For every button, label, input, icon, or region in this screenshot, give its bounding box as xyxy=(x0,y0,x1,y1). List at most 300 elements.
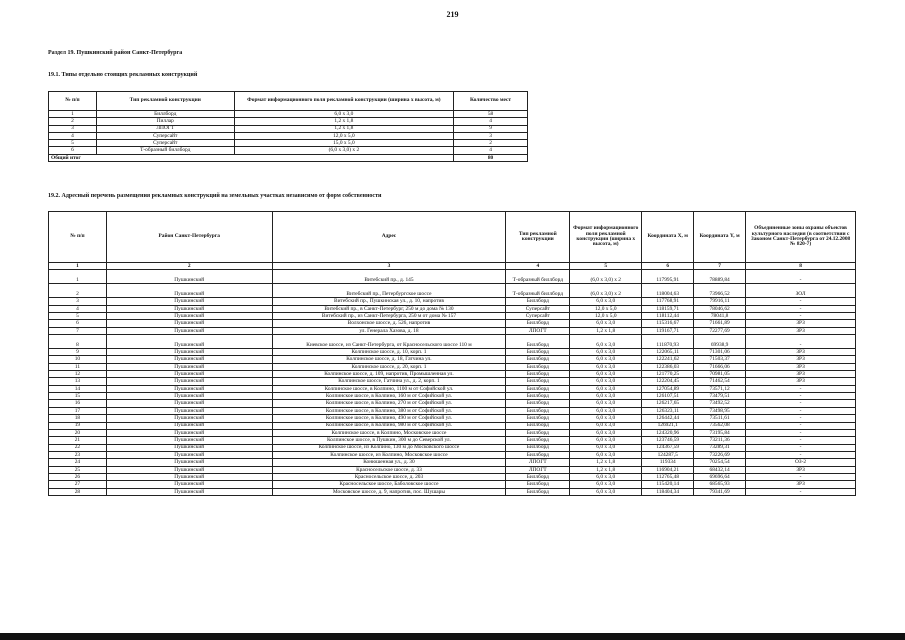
table-cell: 79916,11 xyxy=(694,298,746,305)
table-cell: ЗРЗ xyxy=(746,481,856,488)
table-row xyxy=(49,320,856,327)
table-cell: - xyxy=(746,451,856,458)
column-index: 5 xyxy=(570,263,642,270)
table-cell: Суперсайт xyxy=(506,305,570,312)
table-cell: 17 xyxy=(49,407,107,414)
table-cell: Пиллар xyxy=(96,118,234,125)
table-cell: 121770,25 xyxy=(642,371,694,378)
table-cell: 78041,8 xyxy=(694,313,746,320)
table-cell: 6,0 х 3,0 xyxy=(570,349,642,356)
table-cell: - xyxy=(746,473,856,480)
table-cell: Биллборд xyxy=(506,400,570,407)
table-cell: 15 xyxy=(49,393,107,400)
table-cell: 5 xyxy=(49,140,97,147)
table-cell: ЛПОГТ xyxy=(506,327,570,334)
table-cell: Витебский пр., д. 145 xyxy=(272,270,506,284)
table-cell: Пушкинский xyxy=(106,488,272,495)
table-cell: 71301,06 xyxy=(694,349,746,356)
table-row xyxy=(49,481,856,488)
table-cell: 118004,63 xyxy=(642,284,694,298)
table-cell: Пушкинский xyxy=(106,481,272,488)
table-cell: 6,0 х 3,0 xyxy=(570,298,642,305)
header-type: Тип рекламной конструкции xyxy=(506,212,570,263)
table-cell: 19 xyxy=(49,422,107,429)
table-cell: Пушкинский xyxy=(106,363,272,370)
table-cell: - xyxy=(746,270,856,284)
table-cell: ЗРЗ xyxy=(746,466,856,473)
table-cell: Биллборд xyxy=(506,335,570,349)
table-cell: 118404,34 xyxy=(642,488,694,495)
table-cell: Биллборд xyxy=(506,378,570,385)
table-cell: 13 xyxy=(49,378,107,385)
table-cell: 6,0 х 3,0 xyxy=(570,444,642,451)
table-cell: 20 xyxy=(49,429,107,436)
table-cell: ОЗ-2 xyxy=(746,459,856,466)
table-cell: ЛПОГТ xyxy=(96,125,234,132)
table-cell: 126323,11 xyxy=(642,407,694,414)
table-cell: Биллборд xyxy=(96,111,234,118)
table-cell: 4 xyxy=(454,147,528,154)
table-cell: Биллборд xyxy=(506,429,570,436)
table-row xyxy=(49,378,856,385)
table-row xyxy=(49,313,856,320)
table-cell: ЗРЗ xyxy=(746,320,856,327)
table-cell: 1 xyxy=(49,270,107,284)
table-cell: 12,0 х 5,0 xyxy=(570,313,642,320)
table-cell: 6,0 х 3,0 xyxy=(570,400,642,407)
table-cell: Пушкинский xyxy=(106,298,272,305)
types-table xyxy=(48,91,528,162)
table-cell: 6,0 х 3,0 xyxy=(570,320,642,327)
table-cell: 69696,64 xyxy=(694,473,746,480)
table-row xyxy=(49,305,856,312)
table-row xyxy=(49,422,856,429)
table-cell: Пушкинский xyxy=(106,451,272,458)
address-table xyxy=(48,211,856,496)
table-row xyxy=(49,363,856,370)
table-cell: - xyxy=(746,298,856,305)
table-cell: Колпинское шоссе, в Колпино, 160 м от Софийской ул. xyxy=(272,393,506,400)
table-cell: Биллборд xyxy=(506,473,570,480)
table-cell: 3 xyxy=(454,132,528,139)
table-cell: Колпинское шоссе, д. 109, напротив, Промышленная ул. xyxy=(272,371,506,378)
table-cell: 6,0 х 3,0 xyxy=(570,385,642,392)
table-cell: 71666,06 xyxy=(694,363,746,370)
table-row xyxy=(49,118,528,125)
table-cell: 124320,96 xyxy=(642,429,694,436)
table-cell: Витебский пр., Петербургское шоссе xyxy=(272,284,506,298)
table-cell: 18 xyxy=(49,415,107,422)
table-row xyxy=(49,415,856,422)
table-cell: Киевское шоссе, из Санкт-Петербурга, от Красносельского шоссе 110 м xyxy=(272,335,506,349)
table-cell: (6,0 х 3,0) х 2 xyxy=(570,284,642,298)
table-cell: 6,0 х 3,0 xyxy=(570,473,642,480)
table-row xyxy=(49,284,856,298)
table-row xyxy=(49,125,528,132)
table-cell: - xyxy=(746,335,856,349)
table-cell: 71661,89 xyxy=(694,320,746,327)
table-cell: Пушкинский xyxy=(106,378,272,385)
table-cell: 127054,89 xyxy=(642,385,694,392)
table-cell: 3 xyxy=(49,125,97,132)
table-cell: Пушкинский xyxy=(106,407,272,414)
table-cell: 12,0 х 5,0 xyxy=(570,305,642,312)
table-row xyxy=(49,393,856,400)
table-cell: Волхонское шоссе, д. 526, напротив xyxy=(272,320,506,327)
table-cell: Пушкинский xyxy=(106,422,272,429)
table-cell: 124287,5 xyxy=(642,451,694,458)
table-cell: 4 xyxy=(49,132,97,139)
table-cell: 68432,14 xyxy=(694,466,746,473)
table-cell: 28 xyxy=(49,488,107,495)
table-cell: 117768,91 xyxy=(642,298,694,305)
table-cell: - xyxy=(746,488,856,495)
header-heritage-zone: Объединенные зоны охраны объектов культурного наследия (в соответствии с Законом Санкт-Петербурга от 24.12.2008 № 820-7) xyxy=(746,212,856,263)
table-cell: 1,2 х 1,8 xyxy=(234,118,453,125)
table-cell: - xyxy=(746,400,856,407)
column-index: 1 xyxy=(49,263,107,270)
table-cell: Витебский пр., из Санкт-Петербурга, 250 м от дома № 157 xyxy=(272,313,506,320)
table-cell: Колпинское шоссе, д. 10, корп. 1 xyxy=(272,349,506,356)
header-count: Количество мест xyxy=(454,92,528,111)
table-cell: 78889,84 xyxy=(694,270,746,284)
table-cell: 26 xyxy=(49,473,107,480)
table-cell: Колпинское шоссе, в Колпино, 1100 м от Софийской ул. xyxy=(272,385,506,392)
table-cell: ЗРЗ xyxy=(746,327,856,334)
table-cell: 117995,91 xyxy=(642,270,694,284)
table-cell: Красносельское шоссе, Баболовское шоссе xyxy=(272,481,506,488)
table-cell: 69938,9 xyxy=(694,335,746,349)
table-cell: Суперсайт xyxy=(96,140,234,147)
table-cell: ЗРЗ xyxy=(746,349,856,356)
header-district: Район Санкт-Петербурга xyxy=(106,212,272,263)
table-row xyxy=(49,147,528,154)
table-cell: 111870,93 xyxy=(642,335,694,349)
table-cell: 115420,14 xyxy=(642,481,694,488)
table-cell: ЗРЗ xyxy=(746,371,856,378)
table-cell: 6,0 х 3,0 xyxy=(570,415,642,422)
table-cell: Пушкинский xyxy=(106,400,272,407)
table-cell: - xyxy=(746,415,856,422)
table-cell: - xyxy=(746,422,856,429)
table-cell: 70981,05 xyxy=(694,371,746,378)
table-cell: 4 xyxy=(49,305,107,312)
table-cell: Пушкинский xyxy=(106,305,272,312)
table-row xyxy=(49,356,856,363)
table-cell: 4 xyxy=(454,118,528,125)
table-cell: 12,0 х 5,0 xyxy=(234,132,453,139)
table-cell: Пушкинский xyxy=(106,327,272,334)
table-cell: 6,0 х 3,0 xyxy=(570,488,642,495)
table-row xyxy=(49,488,856,495)
table-cell: Колпинское шоссе, в Колпино, 380 м от Софийской ул. xyxy=(272,407,506,414)
table-cell: Биллборд xyxy=(506,488,570,495)
header-num: № п/п xyxy=(49,212,107,263)
table-cell: Пушкинский xyxy=(106,459,272,466)
table-cell: 14 xyxy=(49,385,107,392)
table-cell: (6,0 х 3,0) х 2 xyxy=(570,270,642,284)
table-cell: - xyxy=(746,313,856,320)
table-row xyxy=(49,459,856,466)
types-table-body xyxy=(49,111,528,155)
table-cell: - xyxy=(746,385,856,392)
table-cell: 10 xyxy=(49,356,107,363)
table-row xyxy=(49,298,856,305)
total-row xyxy=(49,154,528,161)
table-row xyxy=(49,400,856,407)
table-cell: 5 xyxy=(49,313,107,320)
table-cell: Биллборд xyxy=(506,415,570,422)
table-row xyxy=(49,349,856,356)
table-cell: 73479,51 xyxy=(694,393,746,400)
table-cell: 16 xyxy=(49,400,107,407)
table-cell: Пушкинский xyxy=(106,429,272,436)
total-value: 80 xyxy=(454,154,528,161)
table-cell: Конюшенная ул., д. 30 xyxy=(272,459,506,466)
table-cell: 6,0 х 3,0 xyxy=(234,111,453,118)
table-cell: 73211,36 xyxy=(694,437,746,444)
table-cell: 119167,71 xyxy=(642,327,694,334)
table-cell: 12 xyxy=(49,371,107,378)
table-cell: 71462,54 xyxy=(694,378,746,385)
table-cell: - xyxy=(746,407,856,414)
column-index: 2 xyxy=(106,263,272,270)
table-cell: 126442,44 xyxy=(642,415,694,422)
table-cell: 6,0 х 3,0 xyxy=(570,481,642,488)
table-cell: Пушкинский xyxy=(106,320,272,327)
table-cell: 78046,62 xyxy=(694,305,746,312)
table-cell: 6,0 х 3,0 xyxy=(570,407,642,414)
table-cell: 122241,62 xyxy=(642,356,694,363)
table-cell: 68565,93 xyxy=(694,481,746,488)
table-cell: Витебский пр., в Санкт-Петербург, 250 м до дома № 130 xyxy=(272,305,506,312)
table-row xyxy=(49,140,528,147)
column-index-row xyxy=(49,263,856,270)
table-cell: 21 xyxy=(49,437,107,444)
table-cell: 73562,08 xyxy=(694,422,746,429)
page-number: 219 xyxy=(446,10,459,19)
header-format: Формат информационного поля рекламной конструкции (ширина х высота, м) xyxy=(234,92,453,111)
table-cell: Пушкинский xyxy=(106,371,272,378)
table-cell: Пушкинский xyxy=(106,270,272,284)
table-row xyxy=(49,327,856,334)
table-cell: 73966,52 xyxy=(694,284,746,298)
table-cell: 6 xyxy=(49,147,97,154)
table-cell: 73498,95 xyxy=(694,407,746,414)
table-cell: ЗРЗ xyxy=(746,378,856,385)
address-table-body xyxy=(49,270,856,496)
table-cell: Пушкинский xyxy=(106,356,272,363)
table-row xyxy=(49,466,856,473)
section-title: Раздел 19. Пушкинский район Санкт-Петербурга xyxy=(48,50,183,56)
table-cell: 6,0 х 3,0 xyxy=(570,371,642,378)
table-cell: 115316,67 xyxy=(642,320,694,327)
table-cell: Пушкинский xyxy=(106,385,272,392)
table-cell: 1,2 х 1,8 xyxy=(570,459,642,466)
table-row xyxy=(49,270,856,284)
table-cell: Колпинское шоссе, в Колпино, 980 м от Софийской ул. xyxy=(272,422,506,429)
table-cell: ЛПОГТ xyxy=(506,459,570,466)
table-cell: Биллборд xyxy=(506,407,570,414)
table-cell: ЛПОГТ xyxy=(506,466,570,473)
table-row xyxy=(49,437,856,444)
table-cell: 126217,65 xyxy=(642,400,694,407)
table-cell: ЗРЗ xyxy=(746,356,856,363)
table-row xyxy=(49,371,856,378)
table-cell: 79341,69 xyxy=(694,488,746,495)
table-cell: Биллборд xyxy=(506,444,570,451)
table-cell: 122386,03 xyxy=(642,363,694,370)
table-cell: - xyxy=(746,429,856,436)
column-index: 8 xyxy=(746,263,856,270)
table-row xyxy=(49,444,856,451)
table-cell: 123746,59 xyxy=(642,437,694,444)
table-row xyxy=(49,385,856,392)
header-num: № п/п xyxy=(49,92,97,111)
table-cell: Суперсайт xyxy=(96,132,234,139)
table-cell: Витебский пр., Пушкинская ул., д. 10, напротив xyxy=(272,298,506,305)
table-cell: Красносельское шоссе, д. 203 xyxy=(272,473,506,480)
table-cell: 73289,31 xyxy=(694,444,746,451)
table-cell: Биллборд xyxy=(506,349,570,356)
table-row xyxy=(49,429,856,436)
table-cell: 118159,71 xyxy=(642,305,694,312)
table-cell: 24 xyxy=(49,459,107,466)
table-cell: 6,0 х 3,0 xyxy=(570,335,642,349)
table-cell: Суперсайт xyxy=(506,313,570,320)
table-cell: 118112,44 xyxy=(642,313,694,320)
table-cell: 122204,45 xyxy=(642,378,694,385)
header-format: Формат информационного поля рекламной конструкции (ширина х высота, м) xyxy=(570,212,642,263)
table-cell: ЗРЗ xyxy=(746,363,856,370)
table-cell: Биллборд xyxy=(506,298,570,305)
table-cell: 124367,59 xyxy=(642,444,694,451)
table-cell: Биллборд xyxy=(506,481,570,488)
table-cell: Пушкинский xyxy=(106,466,272,473)
table-cell: Пушкинский xyxy=(106,437,272,444)
table-cell: 116904,21 xyxy=(642,466,694,473)
table-cell: Колпинское шоссе, в Колпино, 490 м от Софийской ул. xyxy=(272,415,506,422)
column-index: 7 xyxy=(694,263,746,270)
table-cell: 7 xyxy=(49,327,107,334)
table-cell: Биллборд xyxy=(506,422,570,429)
table-cell: 71503,37 xyxy=(694,356,746,363)
table-cell: 6,0 х 3,0 xyxy=(570,437,642,444)
table-cell: ул. Генерала Хазова, д. 18 xyxy=(272,327,506,334)
table-cell: 1 xyxy=(49,111,97,118)
table-cell: 1,2 х 1,8 xyxy=(570,466,642,473)
table-cell: Пушкинский xyxy=(106,473,272,480)
table-cell: 11 xyxy=(49,363,107,370)
table-cell: 8 xyxy=(49,335,107,349)
table-cell: 1,2 х 1,8 xyxy=(234,125,453,132)
subsection-title-addresses: 19.2. Адресный перечень размещения рекламных конструкций на земельных участках независимо от форм собственности xyxy=(48,193,382,199)
table-cell: Биллборд xyxy=(506,356,570,363)
table-cell: 126921,1 xyxy=(642,422,694,429)
table-cell: (6,0 х 3,0) х 2 xyxy=(234,147,453,154)
table-cell: 3 xyxy=(49,298,107,305)
table-cell: 119334 xyxy=(642,459,694,466)
table-cell: 72277,69 xyxy=(694,327,746,334)
table-cell: 2 xyxy=(454,140,528,147)
table-cell: - xyxy=(746,305,856,312)
header-address: Адрес xyxy=(272,212,506,263)
table-cell: 9 xyxy=(49,349,107,356)
table-cell: Московское шоссе, д. 9, напротив, пос. Шушары xyxy=(272,488,506,495)
header-type: Тип рекламной конструкции xyxy=(96,92,234,111)
column-index: 3 xyxy=(272,263,506,270)
table-cell: 6,0 х 3,0 xyxy=(570,422,642,429)
table-cell: 9 xyxy=(454,125,528,132)
table-cell: Пушкинский xyxy=(106,444,272,451)
table-cell: Биллборд xyxy=(506,320,570,327)
table-cell: Биллборд xyxy=(506,363,570,370)
table-cell: Пушкинский xyxy=(106,415,272,422)
table-cell: 27 xyxy=(49,481,107,488)
scan-bottom-edge xyxy=(0,633,905,640)
table-cell: 70254,54 xyxy=(694,459,746,466)
table-cell: Т-образный биллборд xyxy=(506,270,570,284)
table-cell: 58 xyxy=(454,111,528,118)
table-cell: Биллборд xyxy=(506,393,570,400)
table-cell: 73571,12 xyxy=(694,385,746,392)
table-cell: Колпинское шоссе, из Колпино, 130 м до Московского шоссе xyxy=(272,444,506,451)
table-cell: 2 xyxy=(49,118,97,125)
table-cell: Пушкинский xyxy=(106,349,272,356)
table-cell: Биллборд xyxy=(506,437,570,444)
table-cell: Биллборд xyxy=(506,385,570,392)
table-cell: Т-образный биллборд xyxy=(96,147,234,154)
table-cell: 23 xyxy=(49,451,107,458)
table-row xyxy=(49,451,856,458)
total-label: Общий итог xyxy=(49,154,454,161)
table-cell: 6,0 х 3,0 xyxy=(570,363,642,370)
table-cell: Колпинское шоссе, д. 20, корп. 1 xyxy=(272,363,506,370)
table-cell: - xyxy=(746,444,856,451)
table-cell: 2 xyxy=(49,284,107,298)
table-cell: 73492,52 xyxy=(694,400,746,407)
table-cell: - xyxy=(746,393,856,400)
table-cell: 25 xyxy=(49,466,107,473)
table-row xyxy=(49,111,528,118)
table-row xyxy=(49,335,856,349)
table-cell: 1,2 х 1,8 xyxy=(570,327,642,334)
table-cell: 6 xyxy=(49,320,107,327)
table-cell: Колпинское шоссе, в Колпино, 270 м от Софийской ул. xyxy=(272,400,506,407)
column-index: 6 xyxy=(642,263,694,270)
table-cell: 73511,61 xyxy=(694,415,746,422)
table-cell: 126107,51 xyxy=(642,393,694,400)
table-cell: Колпинское шоссе, в Пушкин, 300 м до Северской ул. xyxy=(272,437,506,444)
table-cell: 6,0 х 3,0 xyxy=(570,393,642,400)
table-cell: 73195,84 xyxy=(694,429,746,436)
table-cell: Пушкинский xyxy=(106,313,272,320)
table-cell: Колпинское шоссе, д. 18, Гатчина ул. xyxy=(272,356,506,363)
table-cell: ЗОЛ xyxy=(746,284,856,298)
header-coord-x: Координата X, м xyxy=(642,212,694,263)
table-cell: Пушкинский xyxy=(106,393,272,400)
table-cell: Красносельское шоссе, д. 33 xyxy=(272,466,506,473)
table-cell: 6,0 х 3,0 xyxy=(570,429,642,436)
table-row xyxy=(49,407,856,414)
table-cell: 6,0 х 3,0 xyxy=(570,356,642,363)
table-row xyxy=(49,132,528,139)
table-cell: 22 xyxy=(49,444,107,451)
table-cell: Колпинское шоссе, Гатчина ул., д. 2, корп. 1 xyxy=(272,378,506,385)
table-cell: - xyxy=(746,437,856,444)
table-cell: 15,0 х 5,0 xyxy=(234,140,453,147)
table-cell: 6,0 х 3,0 xyxy=(570,451,642,458)
